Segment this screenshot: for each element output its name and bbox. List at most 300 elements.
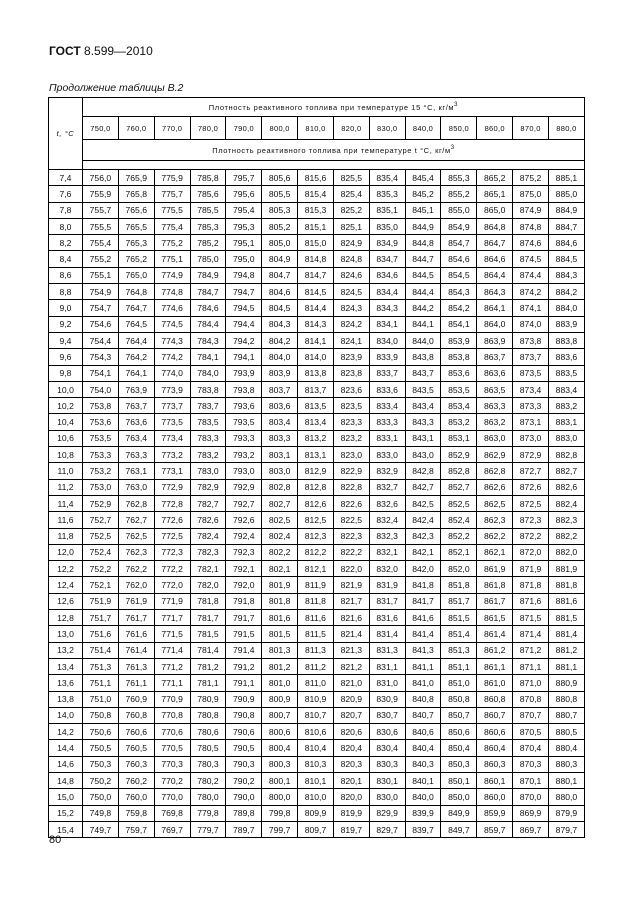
density-cell: 763,3 — [118, 447, 154, 463]
density-cell: 800,0 — [262, 789, 298, 805]
density-cell: 779,8 — [190, 805, 226, 821]
density-cell: 863,6 — [477, 365, 513, 381]
density-cell: 844,1 — [405, 316, 441, 332]
density-cell: 830,3 — [369, 756, 405, 772]
table-row — [49, 495, 585, 511]
density-cell: 772,9 — [154, 479, 190, 495]
density-cell: 764,5 — [118, 316, 154, 332]
density-cell: 811,5 — [298, 626, 334, 642]
density-cell: 763,9 — [118, 381, 154, 397]
density-cell: 751,9 — [83, 593, 119, 609]
actual-density-header — [83, 140, 585, 161]
table-row — [49, 202, 585, 218]
density-cell: 763,4 — [118, 430, 154, 446]
density-cell: 805,5 — [262, 186, 298, 202]
density-cell: 815,6 — [298, 170, 334, 186]
density-cell: 855,3 — [441, 170, 477, 186]
density-cell: 834,9 — [369, 235, 405, 251]
density-cell: 810,9 — [298, 691, 334, 707]
reference-density-cell: 830,0 — [369, 117, 405, 140]
density-cell: 812,1 — [298, 561, 334, 577]
density-cell: 760,9 — [118, 691, 154, 707]
temperature-cell: 10,8 — [49, 447, 83, 463]
reference-density-cell: 780,0 — [190, 117, 226, 140]
density-cell: 823,6 — [333, 381, 369, 397]
density-cell: 884,7 — [548, 218, 584, 234]
density-cell: 855,0 — [441, 202, 477, 218]
density-cell: 883,2 — [548, 398, 584, 414]
temperature-cell: 9,4 — [49, 332, 83, 348]
density-cell: 825,1 — [333, 218, 369, 234]
density-cell: 841,6 — [405, 610, 441, 626]
density-cell: 760,5 — [118, 740, 154, 756]
temperature-column-header: t, °С — [49, 98, 83, 170]
temperature-cell: 11,6 — [49, 512, 83, 528]
density-cell: 755,5 — [83, 218, 119, 234]
table-row — [49, 447, 585, 463]
header-gap-cell — [83, 161, 585, 170]
density-cell: 814,8 — [298, 251, 334, 267]
density-cell: 853,9 — [441, 332, 477, 348]
table-row — [49, 463, 585, 479]
density-cell: 842,8 — [405, 463, 441, 479]
density-cell: 830,4 — [369, 740, 405, 756]
density-cell: 852,0 — [441, 561, 477, 577]
density-cell: 820,1 — [333, 772, 369, 788]
density-cell: 884,3 — [548, 267, 584, 283]
table-row — [49, 218, 585, 234]
density-cell: 775,2 — [154, 235, 190, 251]
reference-density-header-sup: 3 — [454, 101, 459, 108]
density-cell: 753,8 — [83, 398, 119, 414]
density-cell: 770,9 — [154, 691, 190, 707]
density-cell: 795,4 — [226, 202, 262, 218]
density-cell: 764,8 — [118, 284, 154, 300]
density-cell: 783,3 — [190, 430, 226, 446]
actual-density-header-text: Плотность реактивного топлива при температуре t °С, кг/м — [212, 145, 451, 155]
density-cell: 813,4 — [298, 414, 334, 430]
density-cell: 850,4 — [441, 740, 477, 756]
temperature-cell: 10,0 — [49, 381, 83, 397]
density-cell: 864,6 — [477, 251, 513, 267]
density-cell: 860,1 — [477, 772, 513, 788]
density-cell: 750,2 — [83, 772, 119, 788]
density-cell: 822,2 — [333, 544, 369, 560]
density-cell: 802,4 — [262, 528, 298, 544]
temperature-cell: 9,2 — [49, 316, 83, 332]
density-cell: 815,4 — [298, 186, 334, 202]
density-cell: 839,7 — [405, 821, 441, 837]
density-cell: 832,0 — [369, 561, 405, 577]
density-cell: 782,6 — [190, 512, 226, 528]
density-cell: 764,2 — [118, 349, 154, 365]
density-cell: 823,9 — [333, 349, 369, 365]
density-cell: 854,7 — [441, 235, 477, 251]
density-cell: 803,4 — [262, 414, 298, 430]
temperature-cell: 12,6 — [49, 593, 83, 609]
density-cell: 800,9 — [262, 691, 298, 707]
reference-density-cell: 770,0 — [154, 117, 190, 140]
table-row — [49, 691, 585, 707]
density-cell: 852,9 — [441, 447, 477, 463]
density-cell: 774,0 — [154, 365, 190, 381]
table-row — [49, 724, 585, 740]
temperature-cell: 11,0 — [49, 463, 83, 479]
temperature-cell: 12,2 — [49, 561, 83, 577]
density-cell: 871,0 — [513, 675, 549, 691]
density-cell: 755,1 — [83, 267, 119, 283]
density-cell: 860,6 — [477, 724, 513, 740]
density-table — [48, 97, 585, 838]
density-cell: 783,7 — [190, 398, 226, 414]
reference-density-row — [49, 117, 585, 140]
density-cell: 753,5 — [83, 430, 119, 446]
density-cell: 814,7 — [298, 267, 334, 283]
density-cell: 785,0 — [190, 251, 226, 267]
temperature-cell: 13,4 — [49, 658, 83, 674]
density-cell: 851,4 — [441, 626, 477, 642]
density-cell: 870,5 — [513, 724, 549, 740]
density-cell: 772,2 — [154, 561, 190, 577]
density-cell: 831,9 — [369, 577, 405, 593]
temperature-cell: 12,8 — [49, 610, 83, 626]
density-cell: 883,1 — [548, 414, 584, 430]
density-cell: 884,5 — [548, 251, 584, 267]
reference-density-cell: 750,0 — [83, 117, 119, 140]
density-cell: 804,5 — [262, 300, 298, 316]
temperature-cell: 13,2 — [49, 642, 83, 658]
density-cell: 863,7 — [477, 349, 513, 365]
density-cell: 783,0 — [190, 463, 226, 479]
density-cell: 844,7 — [405, 251, 441, 267]
density-cell: 790,9 — [226, 691, 262, 707]
density-cell: 864,1 — [477, 300, 513, 316]
density-cell: 782,1 — [190, 561, 226, 577]
density-cell: 871,6 — [513, 593, 549, 609]
density-cell: 762,7 — [118, 512, 154, 528]
density-cell: 750,8 — [83, 707, 119, 723]
density-cell: 854,9 — [441, 218, 477, 234]
table-row — [49, 658, 585, 674]
temperature-cell: 15,2 — [49, 805, 83, 821]
table-row — [49, 316, 585, 332]
table-row — [49, 267, 585, 283]
density-cell: 793,6 — [226, 398, 262, 414]
density-cell: 883,5 — [548, 365, 584, 381]
density-cell: 832,7 — [369, 479, 405, 495]
density-cell: 785,6 — [190, 186, 226, 202]
density-cell: 854,6 — [441, 251, 477, 267]
density-cell: 763,0 — [118, 479, 154, 495]
density-cell: 869,7 — [513, 821, 549, 837]
density-cell: 840,0 — [405, 789, 441, 805]
density-cell: 775,7 — [154, 186, 190, 202]
reference-density-cell: 840,0 — [405, 117, 441, 140]
density-cell: 880,7 — [548, 707, 584, 723]
table-row — [49, 251, 585, 267]
table-row — [49, 789, 585, 805]
density-cell: 799,8 — [262, 805, 298, 821]
density-cell: 862,1 — [477, 544, 513, 560]
density-cell: 762,5 — [118, 528, 154, 544]
density-cell: 819,7 — [333, 821, 369, 837]
density-cell: 815,3 — [298, 202, 334, 218]
density-cell: 851,3 — [441, 642, 477, 658]
density-cell: 800,6 — [262, 724, 298, 740]
density-cell: 863,3 — [477, 398, 513, 414]
density-cell: 822,9 — [333, 463, 369, 479]
density-cell: 829,7 — [369, 821, 405, 837]
density-cell: 752,5 — [83, 528, 119, 544]
density-cell: 791,7 — [226, 610, 262, 626]
density-cell: 822,0 — [333, 561, 369, 577]
temperature-cell: 13,6 — [49, 675, 83, 691]
density-cell: 750,6 — [83, 724, 119, 740]
density-cell: 811,6 — [298, 610, 334, 626]
density-cell: 841,8 — [405, 577, 441, 593]
density-cell: 850,3 — [441, 756, 477, 772]
density-cell: 860,4 — [477, 740, 513, 756]
density-cell: 852,4 — [441, 512, 477, 528]
density-cell: 783,2 — [190, 447, 226, 463]
density-cell: 821,2 — [333, 658, 369, 674]
density-cell: 784,1 — [190, 349, 226, 365]
density-cell: 820,6 — [333, 724, 369, 740]
density-cell: 793,3 — [226, 430, 262, 446]
density-cell: 773,9 — [154, 381, 190, 397]
density-cell: 833,7 — [369, 365, 405, 381]
density-cell: 870,7 — [513, 707, 549, 723]
density-cell: 880,5 — [548, 724, 584, 740]
temperature-cell: 7,4 — [49, 170, 83, 186]
density-cell: 834,1 — [369, 316, 405, 332]
density-cell: 864,7 — [477, 235, 513, 251]
density-cell: 752,1 — [83, 577, 119, 593]
density-cell: 882,4 — [548, 495, 584, 511]
density-cell: 805,2 — [262, 218, 298, 234]
density-cell: 831,1 — [369, 658, 405, 674]
density-cell: 751,1 — [83, 675, 119, 691]
density-cell: 830,0 — [369, 789, 405, 805]
density-cell: 873,3 — [513, 398, 549, 414]
density-cell: 782,7 — [190, 495, 226, 511]
density-cell: 754,6 — [83, 316, 119, 332]
density-cell: 801,5 — [262, 626, 298, 642]
density-cell: 811,9 — [298, 577, 334, 593]
density-cell: 841,3 — [405, 642, 441, 658]
density-cell: 853,4 — [441, 398, 477, 414]
density-cell: 815,1 — [298, 218, 334, 234]
density-cell: 774,9 — [154, 267, 190, 283]
density-cell: 771,2 — [154, 658, 190, 674]
density-cell: 825,5 — [333, 170, 369, 186]
density-cell: 873,7 — [513, 349, 549, 365]
density-cell: 794,4 — [226, 316, 262, 332]
density-cell: 755,4 — [83, 235, 119, 251]
density-cell: 884,9 — [548, 202, 584, 218]
header-gap-row — [49, 161, 585, 170]
density-cell: 861,7 — [477, 593, 513, 609]
density-cell: 862,6 — [477, 479, 513, 495]
density-cell: 874,0 — [513, 316, 549, 332]
density-cell: 765,2 — [118, 251, 154, 267]
density-cell: 765,8 — [118, 186, 154, 202]
density-cell: 880,0 — [548, 789, 584, 805]
density-cell: 801,6 — [262, 610, 298, 626]
temperature-cell: 13,8 — [49, 691, 83, 707]
density-cell: 823,3 — [333, 414, 369, 430]
density-cell: 804,7 — [262, 267, 298, 283]
density-cell: 872,2 — [513, 528, 549, 544]
density-cell: 784,4 — [190, 316, 226, 332]
density-cell: 824,5 — [333, 284, 369, 300]
density-cell: 753,3 — [83, 447, 119, 463]
density-cell: 864,3 — [477, 284, 513, 300]
density-cell: 884,0 — [548, 300, 584, 316]
density-cell: 751,6 — [83, 626, 119, 642]
density-cell: 770,8 — [154, 707, 190, 723]
density-cell: 870,8 — [513, 691, 549, 707]
density-cell: 803,6 — [262, 398, 298, 414]
reference-density-header-text: Плотность реактивного топлива при температуре 15 °С, кг/м — [208, 102, 455, 112]
temperature-cell: 11,4 — [49, 495, 83, 511]
density-cell: 813,2 — [298, 430, 334, 446]
density-cell: 854,2 — [441, 300, 477, 316]
density-cell: 772,0 — [154, 577, 190, 593]
density-cell: 782,0 — [190, 577, 226, 593]
density-cell: 801,8 — [262, 593, 298, 609]
density-cell: 872,3 — [513, 512, 549, 528]
density-cell: 799,7 — [262, 821, 298, 837]
density-cell: 781,5 — [190, 626, 226, 642]
density-cell: 860,3 — [477, 756, 513, 772]
density-cell: 849,9 — [441, 805, 477, 821]
density-cell: 774,3 — [154, 332, 190, 348]
density-cell: 813,8 — [298, 365, 334, 381]
density-cell: 881,4 — [548, 626, 584, 642]
density-cell: 822,5 — [333, 512, 369, 528]
density-cell: 772,8 — [154, 495, 190, 511]
density-cell: 874,1 — [513, 300, 549, 316]
density-cell: 822,8 — [333, 479, 369, 495]
density-cell: 811,2 — [298, 658, 334, 674]
table-row — [49, 593, 585, 609]
density-cell: 751,4 — [83, 642, 119, 658]
density-cell: 784,0 — [190, 365, 226, 381]
density-cell: 775,1 — [154, 251, 190, 267]
density-cell: 834,7 — [369, 251, 405, 267]
density-cell: 813,1 — [298, 447, 334, 463]
density-cell: 792,3 — [226, 544, 262, 560]
density-cell: 750,3 — [83, 756, 119, 772]
density-cell: 882,7 — [548, 463, 584, 479]
density-cell: 785,3 — [190, 218, 226, 234]
temperature-cell: 10,2 — [49, 398, 83, 414]
density-cell: 770,2 — [154, 772, 190, 788]
reference-density-cell: 810,0 — [298, 117, 334, 140]
temperature-cell: 10,4 — [49, 414, 83, 430]
temperature-cell: 15,4 — [49, 821, 83, 837]
temperature-cell: 7,8 — [49, 202, 83, 218]
density-cell: 881,5 — [548, 610, 584, 626]
density-cell: 832,4 — [369, 512, 405, 528]
density-cell: 830,1 — [369, 772, 405, 788]
density-cell: 773,2 — [154, 447, 190, 463]
density-cell: 880,8 — [548, 691, 584, 707]
density-cell: 751,0 — [83, 691, 119, 707]
density-cell: 760,2 — [118, 772, 154, 788]
density-cell: 815,0 — [298, 235, 334, 251]
density-cell: 764,4 — [118, 332, 154, 348]
density-cell: 795,1 — [226, 235, 262, 251]
density-cell: 800,1 — [262, 772, 298, 788]
density-cell: 770,5 — [154, 740, 190, 756]
density-cell: 800,3 — [262, 756, 298, 772]
density-cell: 820,3 — [333, 756, 369, 772]
table-row — [49, 300, 585, 316]
density-cell: 759,8 — [118, 805, 154, 821]
density-cell: 840,8 — [405, 691, 441, 707]
density-cell: 842,7 — [405, 479, 441, 495]
temperature-cell: 12,0 — [49, 544, 83, 560]
density-cell: 823,8 — [333, 365, 369, 381]
density-cell: 821,9 — [333, 577, 369, 593]
density-cell: 843,0 — [405, 447, 441, 463]
density-cell: 794,2 — [226, 332, 262, 348]
density-cell: 823,5 — [333, 398, 369, 414]
density-cell: 871,8 — [513, 577, 549, 593]
table-row — [49, 805, 585, 821]
density-cell: 853,6 — [441, 365, 477, 381]
density-cell: 802,7 — [262, 495, 298, 511]
density-cell: 793,8 — [226, 381, 262, 397]
density-cell: 754,7 — [83, 300, 119, 316]
density-cell: 780,0 — [190, 789, 226, 805]
density-cell: 801,3 — [262, 642, 298, 658]
density-cell: 753,0 — [83, 479, 119, 495]
density-cell: 864,4 — [477, 267, 513, 283]
temperature-cell: 14,0 — [49, 707, 83, 723]
table-row — [49, 561, 585, 577]
density-cell: 875,0 — [513, 186, 549, 202]
density-cell: 880,9 — [548, 675, 584, 691]
density-cell: 774,6 — [154, 300, 190, 316]
density-cell: 752,4 — [83, 544, 119, 560]
table-row — [49, 414, 585, 430]
density-cell: 851,1 — [441, 658, 477, 674]
density-cell: 791,1 — [226, 675, 262, 691]
temperature-cell: 9,0 — [49, 300, 83, 316]
temperature-cell: 7,6 — [49, 186, 83, 202]
density-cell: 814,5 — [298, 284, 334, 300]
density-cell: 824,9 — [333, 235, 369, 251]
reference-density-cell: 870,0 — [513, 117, 549, 140]
density-cell: 863,5 — [477, 381, 513, 397]
density-cell: 760,3 — [118, 756, 154, 772]
density-cell: 830,7 — [369, 707, 405, 723]
density-cell: 780,8 — [190, 707, 226, 723]
density-cell: 802,1 — [262, 561, 298, 577]
density-cell: 755,9 — [83, 186, 119, 202]
density-cell: 840,4 — [405, 740, 441, 756]
table-row — [49, 170, 585, 186]
density-cell: 810,1 — [298, 772, 334, 788]
density-cell: 791,5 — [226, 626, 262, 642]
density-cell: 810,6 — [298, 724, 334, 740]
density-cell: 752,2 — [83, 561, 119, 577]
standard-number: 8.599—2010 — [80, 44, 153, 58]
density-cell: 814,4 — [298, 300, 334, 316]
